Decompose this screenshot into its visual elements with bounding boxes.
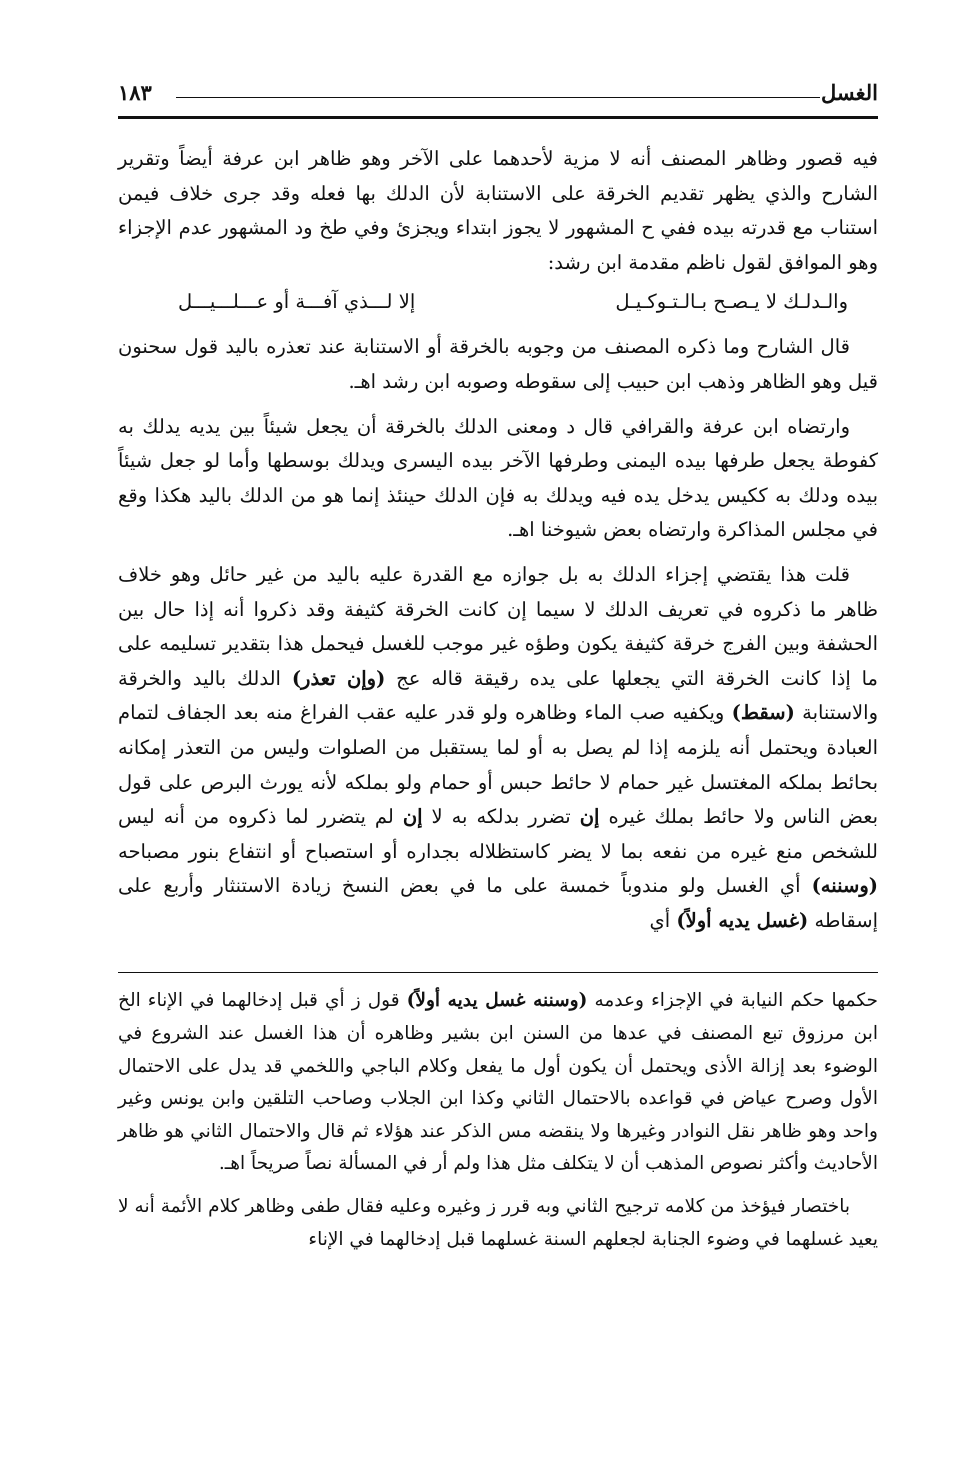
paragraph-4 bbox=[118, 558, 878, 939]
verse-first-hemistich: والـدلـك لا يـصـح بـالـتـوكـيـل bbox=[615, 290, 848, 314]
page-number: ١٨٣ bbox=[118, 80, 152, 105]
header-line bbox=[176, 97, 820, 98]
main-text bbox=[118, 142, 878, 938]
matn-quote: (وإن تعذر) bbox=[291, 666, 386, 690]
paragraph-3: وارتضاه ابن عرفة والقرافي قال د ومعنى الدلك بالخرقة أن يجعل شيئاً بين يديه يدلك به كفوطة يجعل طرفها بيده اليمنى وطرفها الآخر بيده اليسرى ويدلك بوسطها وأما لو جعل شيئاً بيده ودلك به ككيس يدخل يده فيه ويدلك به فإن الدلك حينئذ إنما هو من الدلك باليد هكذا وقع في مجلس المذاكرة وارتضاه بعض شيوخنا اهـ. bbox=[118, 414, 878, 542]
text-run: تضرر بدلكه به لا bbox=[431, 805, 571, 829]
matn-quote: إن bbox=[402, 805, 423, 829]
footnotes bbox=[118, 985, 878, 1256]
footnote-paragraph-1 bbox=[118, 985, 878, 1181]
paragraph-2: قال الشارح وما ذكره المصنف من وجوبه بالخرقة أو الاستنابة عند تعذره باليد قول سحنون قيل وهو الظاهر وذهب ابن حبيب إلى سقوطه وصوبه ابن رشد اهـ. bbox=[118, 335, 878, 393]
text-run: الدلك باليد والخرقة والاستنابة bbox=[118, 666, 878, 725]
footnote-separator bbox=[118, 972, 878, 973]
matn-quote: (سقط) bbox=[731, 701, 795, 725]
page-header bbox=[118, 70, 878, 116]
paragraph-1: فيه قصور وظاهر المصنف أنه لا مزية لأحدهما على الآخر وهو ظاهر ابن عرفة أيضاً وتقرير الشارح والذي يظهر تقديم الخرقة على الاستنابة لأن الدلك بها فعله وقد جرى خلاف فيمن استناب مع قدرته بيده ففي ح المشهور لا يجوز ابتداء ويجزئ وفي طخ ود المشهور عدم الإجزاء وهو الموافق لقول ناظم مقدمة ابن رشد: bbox=[118, 147, 878, 274]
text-run: لم يتضرر لما ذكروه من أنه ليس للشخص منع غيره من نفعه بما لا يضر كاستظلاله بجداره أو استصباح أو انتفاع بنور مصباحه bbox=[118, 805, 878, 863]
book-page bbox=[118, 70, 878, 1256]
text-run: أي الغسل ولو مندوباً خمسة على ما في بعض النسخ زيادة الاستنثار وأربع على إسقاطه bbox=[118, 874, 878, 932]
poem-verse bbox=[118, 282, 878, 322]
matn-quote: (وسننه) bbox=[811, 874, 878, 898]
text-run: قلت هذا يقتضي إجزاء الدلك به بل جوازه مع القدرة عليه باليد من غير حائل وهو خلاف ظاهر ما ذكروه في تعريف الدلك لا سيما إن كانت الخرقة كثيفة وقد ذكروا أنه إذا حال بين الحشفة وبين الفرج خرقة كثيفة يكون وطؤه غير موجب للغسل فيحمل هذا بتقدير تسليمه على ما إذا كانت الخرقة التي يجعلها على يده رقيقة قاله عج bbox=[118, 562, 879, 690]
footnote-paragraph-2: باختصار فيؤخذ من كلامه ترجيح الثاني وبه قرر ز وغيره وعليه فقال طفى وظاهر كلام الأئمة أنه لا يعيد غسلهما في وضوء الجنابة لجعلهم السنة غسلهما قبل إدخالهما في الإناء bbox=[118, 1196, 878, 1250]
text-run: ويكفيه صب الماء وظاهره ولو قدر عليه عقب الفراغ منه بعد الجفاف لتمام العبادة ويحتمل أنه يلزمه إذا لم يصل به أو لما يستقبل من الصلوات وليس من التعذر إمكانه بحائط بملكه المغتسل غير حمام لا حائط حبس أو حمام ولو بملكه لأنه يورث البرص على قول بعض الناس ولا حائط بملك غيره bbox=[118, 701, 879, 829]
text-run: قول ز أي قبل إدخالهما في الإناء الخ ابن مرزوق تبع المصنف في عدها من السنن ابن بشير وظاهره أن هذا الغسل عند الشروع في الوضوء بعد إزالة الأذى ويحتمل أن يكون أول ما يفعل وكلام الباجي واللخمي قد يدل على الاحتمال الأول وصرح عياض في قواعده بالاحتمال الثاني وكذا ابن الجلاب وصاحب التلقين وابن يونس وغير واحد وهو ظاهر نقل النوادر وغيرها ولا ينقضه مس الذكر عند هؤلاء ثم قال والاحتمال الثاني هو ظاهر الأحاديث وأكثر نصوص المذهب أن لا يتكلف مثل هذا ولم أر في المسألة نصاً صريحاً اهـ. bbox=[118, 990, 878, 1175]
chapter-title: الغسل bbox=[820, 80, 878, 105]
verse-second-hemistich: إلا لـــذي آفـــة أو عـــلـــيـــل bbox=[178, 290, 416, 314]
header-rule bbox=[118, 116, 878, 119]
matn-quote: (وسننه غسل يديه أولاً) bbox=[406, 990, 588, 1012]
matn-quote: إن bbox=[579, 805, 600, 829]
text-run: أي bbox=[649, 908, 671, 932]
matn-quote: (غسل يديه أولاً) bbox=[676, 908, 809, 932]
text-run: حكمها حكم النيابة في الإجزاء وعدمه bbox=[594, 990, 878, 1012]
